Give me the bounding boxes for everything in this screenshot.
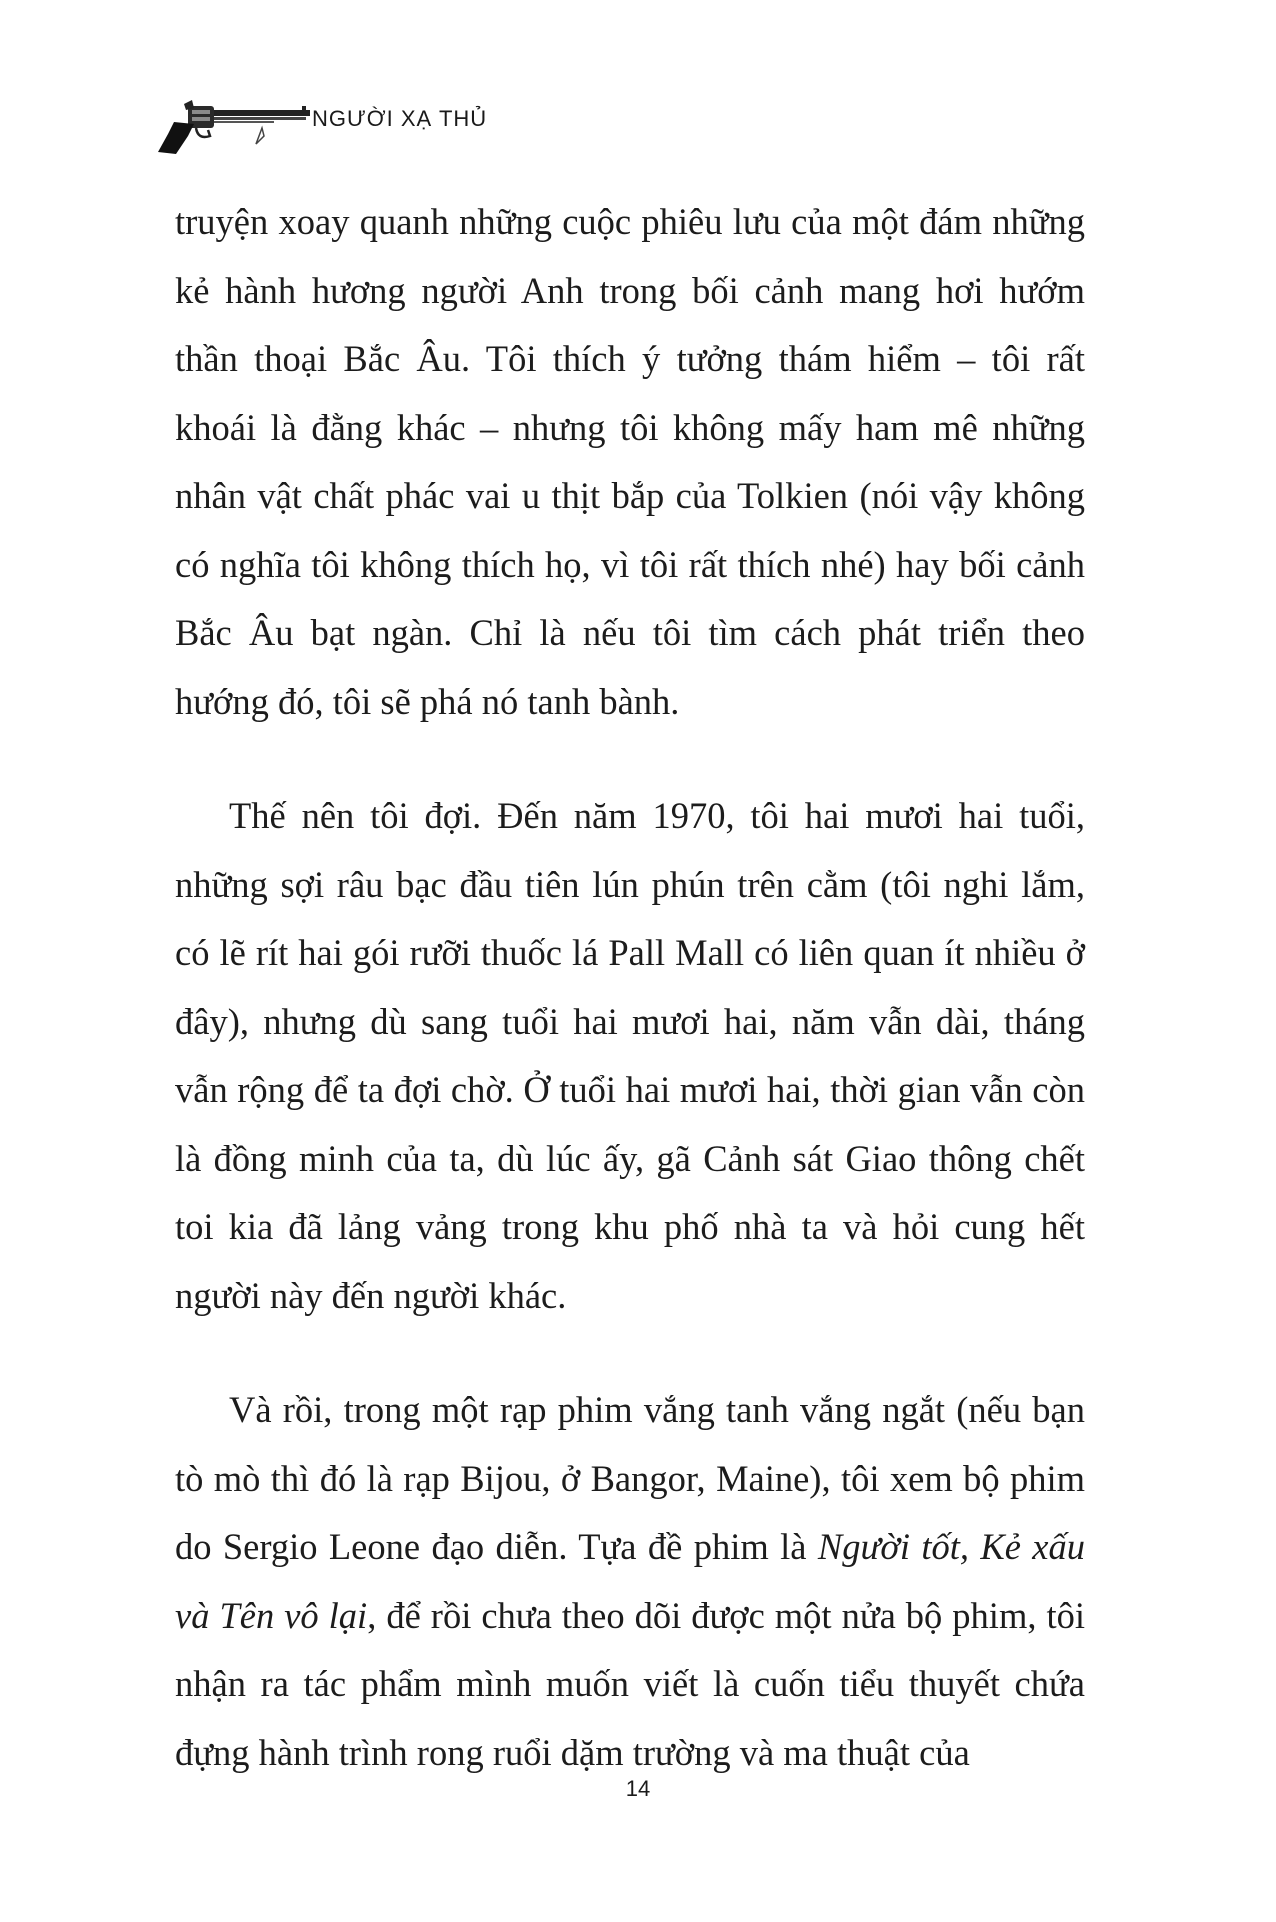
paragraph <box>175 1376 1085 1787</box>
paragraph-text: Và rồi, trong một rạp phim vắng tanh vắng ngắt (nếu bạn tò mò thì đó là rạp Bijou, ở Bangor, Maine), tôi xem bộ phim do Sergio Leone đạo diễn. Tựa đề phim là <box>175 1389 1085 1567</box>
page-number: 14 <box>625 1776 651 1801</box>
paragraph: truyện xoay quanh những cuộc phiêu lưu của một đám những kẻ hành hương người Anh trong bối cảnh mang hơi hướm thần thoại Bắc Âu. Tôi thích ý tưởng thám hiểm – tôi rất khoái là đằng khác – nhưng tôi không mấy ham mê những nhân vật chất phác vai u thịt bắp của Tolkien (nói vậy không có nghĩa tôi không thích họ, vì tôi rất thích nhé) hay bối cảnh Bắc Âu bạt ngàn. Chỉ là nếu tôi tìm cách phát triển theo hướng đó, tôi sẽ phá nó tanh bành. <box>175 201 1085 722</box>
running-header <box>152 96 612 166</box>
book-title: NGƯỜI XẠ THỦ <box>312 106 488 131</box>
page-body <box>175 188 1085 1787</box>
revolver-icon <box>152 96 312 156</box>
paragraph: Thế nên tôi đợi. Đến năm 1970, tôi hai mươi hai tuổi, những sợi râu bạc đầu tiên lún phún trên cằm (tôi nghi lắm, có lẽ rít hai gói rưỡi thuốc lá Pall Mall có liên quan ít nhiều ở đây), nhưng dù sang tuổi hai mươi hai, năm vẫn dài, tháng vẫn rộng để ta đợi chờ. Ở tuổi hai mươi hai, thời gian vẫn còn là đồng minh của ta, dù lúc ấy, gã Cảnh sát Giao thông chết toi kia đã lảng vảng trong khu phố nhà ta và hỏi cung hết người này đến người khác. <box>175 795 1085 1316</box>
paragraph-text: , để rồi chưa theo dõi được một nửa bộ phim, tôi nhận ra tác phẩm mình muốn viết là cuốn tiểu thuyết chứa đựng hành trình rong ruổi dặm trường và ma thuật của <box>175 1594 1086 1773</box>
film-title: Người tốt, Kẻ xấu và Tên vô lại <box>175 1526 1085 1636</box>
